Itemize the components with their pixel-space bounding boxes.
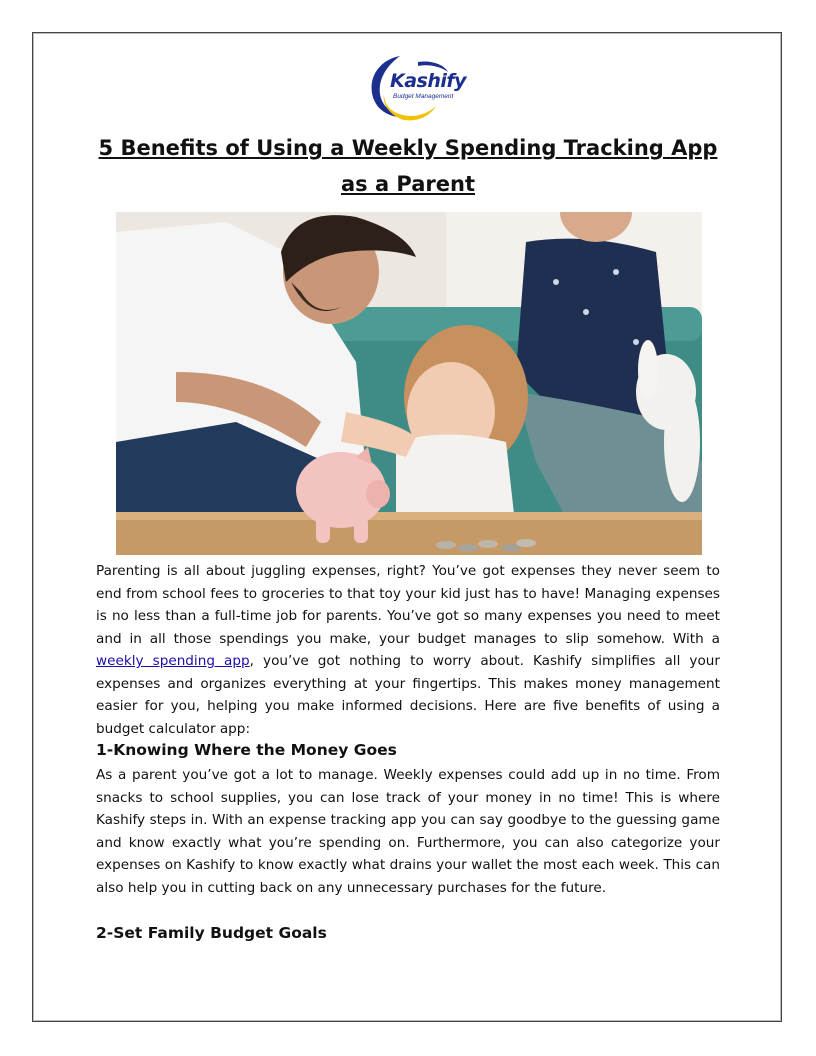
section-heading-2: 2-Set Family Budget Goals xyxy=(96,924,327,942)
kashify-logo[interactable] xyxy=(360,50,467,125)
family-piggy-bank-photo xyxy=(116,212,702,555)
weekly-spending-app-link[interactable]: weekly spending app xyxy=(96,653,250,669)
intro-paragraph: Parenting is all about juggling expenses, right? You’ve got expenses they never seem to end from school fees to groceries to that toy your kid just has to have! Managing expenses is no less than a full-time job for parents. You’ve got so many expenses you need to meet and in all those spendings you make, your budget manages to slip somehow. With a weekly spending app, you’ve got nothing to worry about. Kashify simplifies all your expenses and organizes everything at your fingertips. This makes money management easier for you, helping you make informed decisions. Here are five benefits of using a budget calculator app: xyxy=(96,563,720,737)
section-heading-1: 1-Knowing Where the Money Goes xyxy=(96,741,397,759)
section-1-paragraph: As a parent you’ve got a lot to manage. Weekly expenses could add up in no time. From snacks to school supplies, you can lose track of your money in no time! This is where Kashify steps in. With an expense tracking app you can say goodbye to the guessing game and know exactly what you’re spending on. Furthermore, you can also categorize your expenses on Kashify to know exactly what drains your wallet the most each week. This can also help you in cutting back on any unnecessary purchases for the future. xyxy=(96,767,720,896)
logo-tagline: Budget Management xyxy=(393,93,454,100)
page-title: 5 Benefits of Using a Weekly Spending Tracking App as a Parent xyxy=(98,136,718,196)
logo-wordmark: Kashify xyxy=(390,70,467,92)
